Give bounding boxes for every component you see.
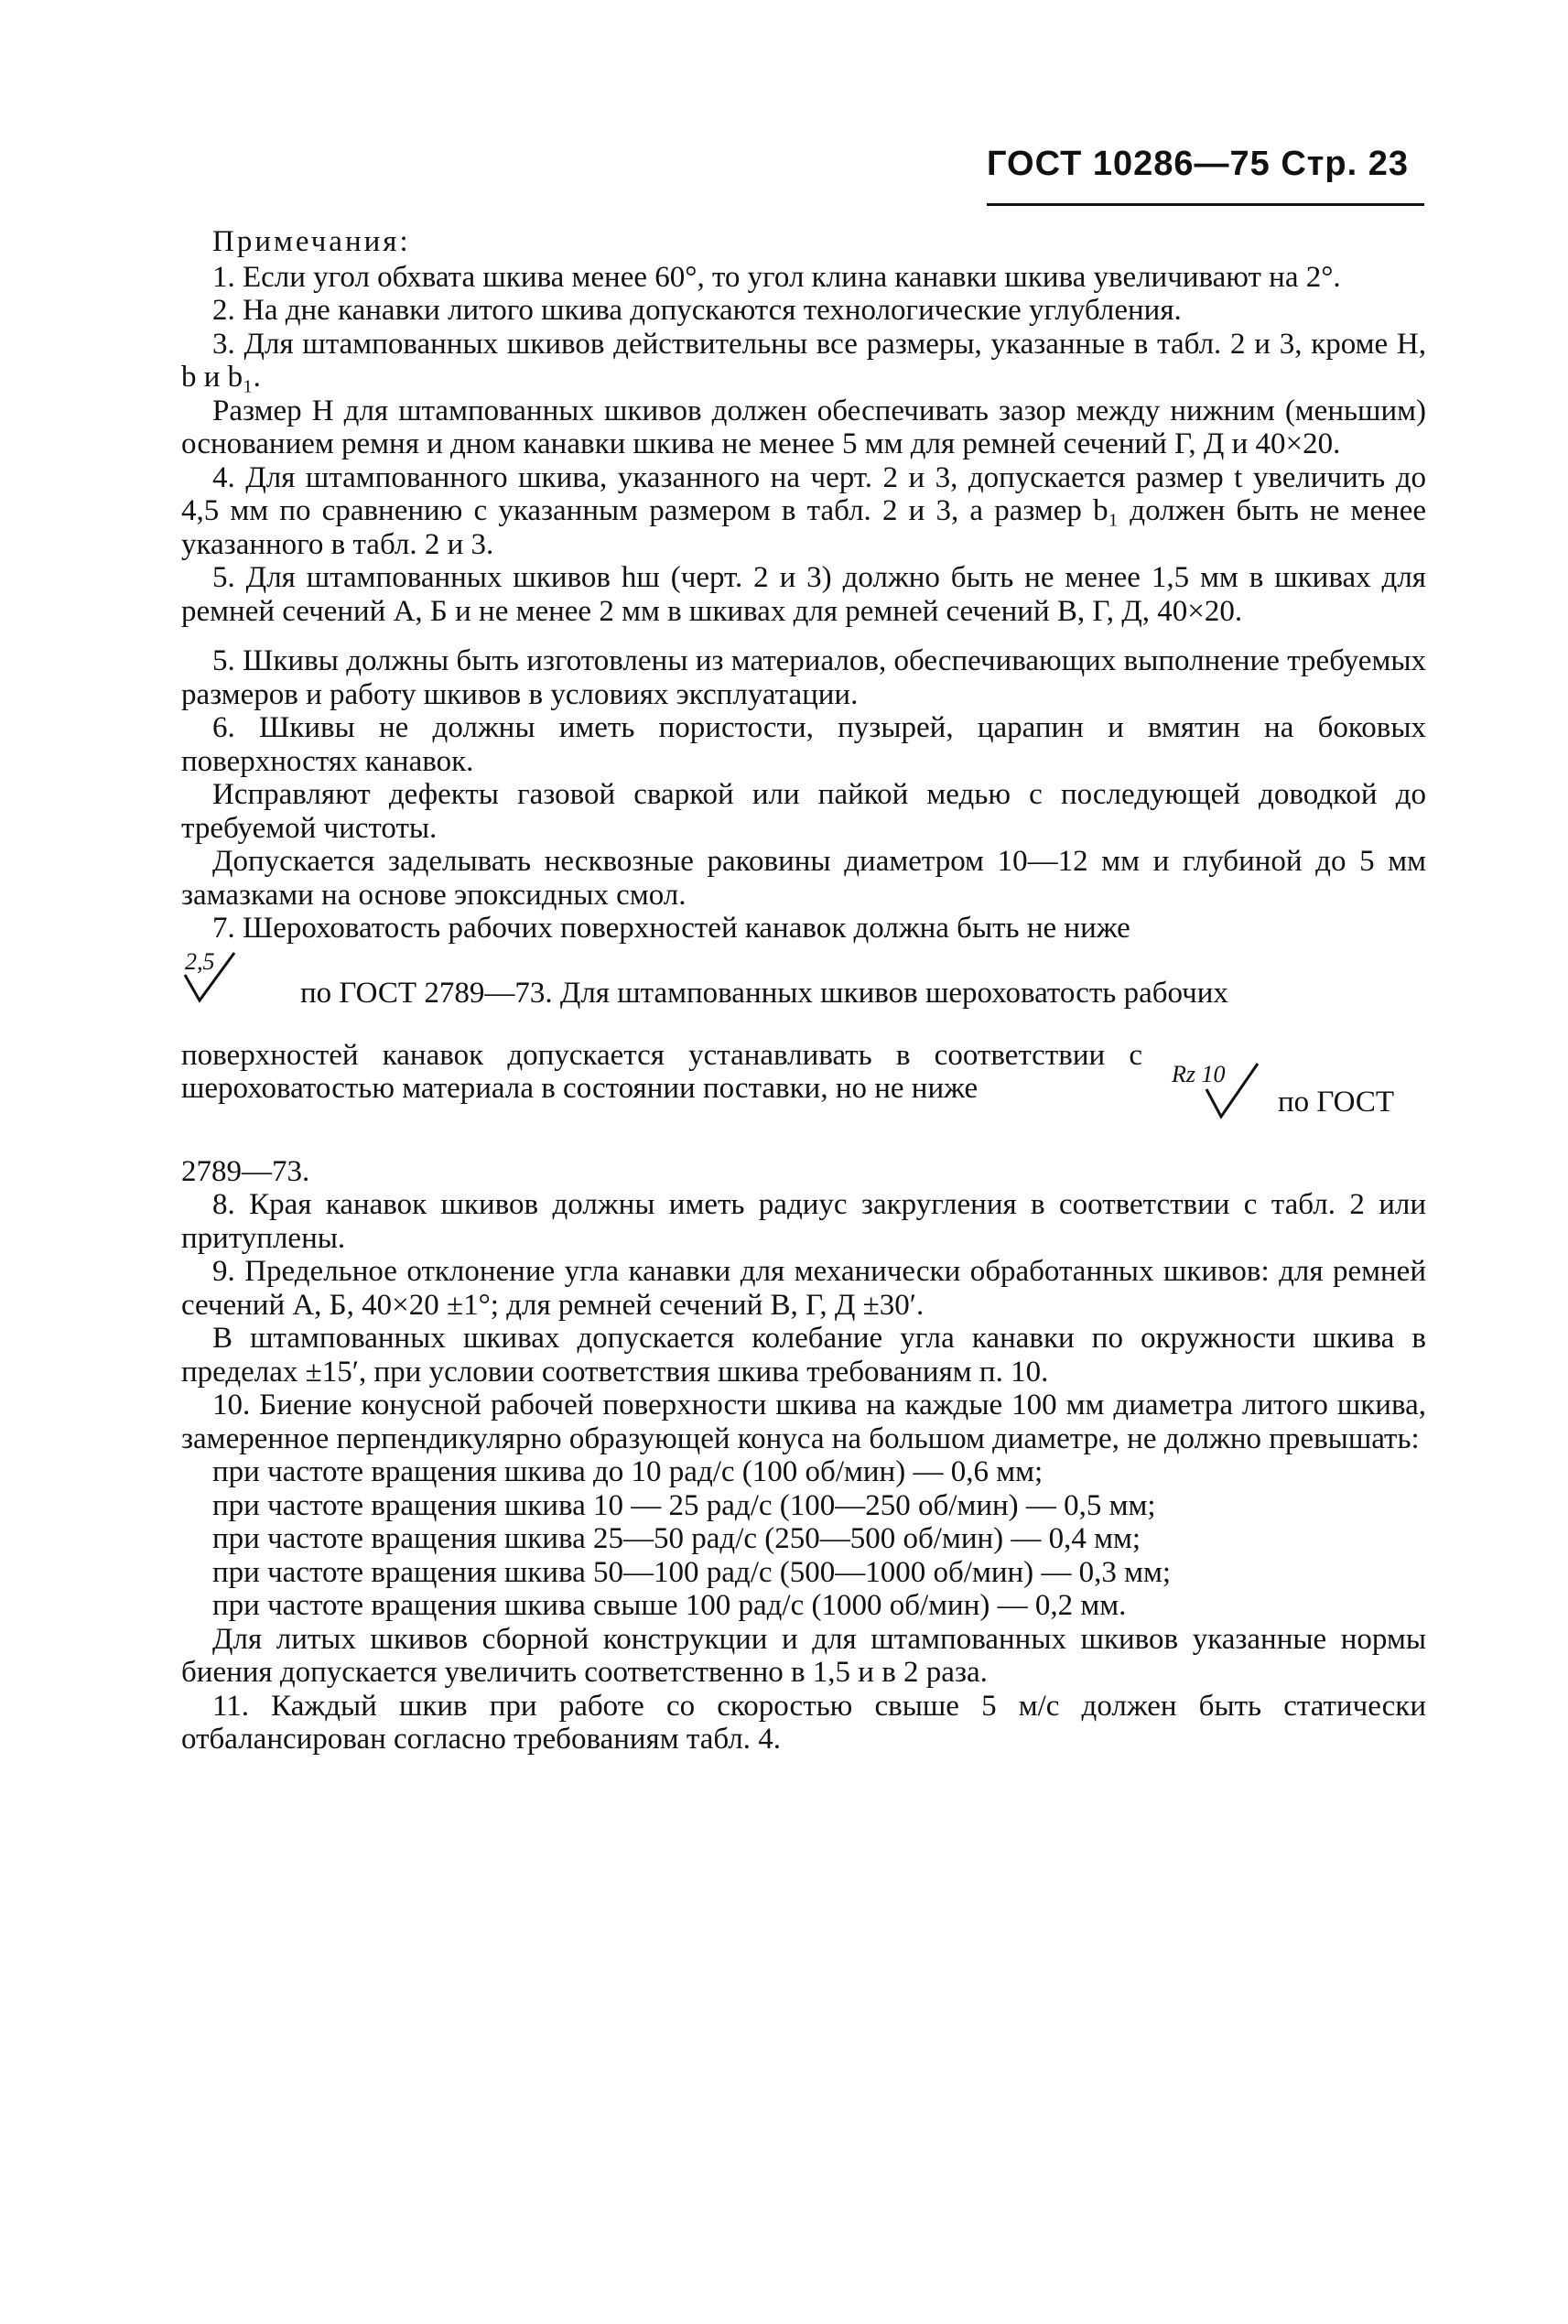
roughness-value-1: 2,5 [185, 947, 215, 975]
clause-9-stamped: В штампованных шкивах допускается колебание угла канавки по окружности шкива в пределах ±15′, при условии соответствия шкива требованиям п. 10. [181, 1322, 1426, 1389]
runout-item: при частоте вращения шкива 50—100 рад/с (500—1000 об/мин) — 0,3 мм; [212, 1555, 1172, 1589]
note-4: 4. Для штампованного шкива, указанного на черт. 2 и 3, допускается размер t увеличить до 4,5 мм по сравнению с указанным размером в табл. 2 и 3, а размер b₁ должен быть не менее указанного в табл. 2 и 3. [181, 460, 1426, 561]
note-3: 3. Для штампованных шкивов действительны все размеры, указанные в табл. 2 и 3, кроме H, b и b₁. [181, 327, 1426, 394]
note-5: 5. Для штампованных шкивов hш (черт. 2 и 3) должно быть не менее 1,5 мм в шкивах для ремней сечений А, Б и не менее 2 мм в шкивах для ремней сечений В, Г, Д, 40×20. [181, 561, 1426, 628]
clause-8: 8. Края канавок шкивов должны иметь радиус закругления в соответствии с табл. 2 или притуплены. [181, 1188, 1426, 1255]
runout-item: при частоте вращения шкива свыше 100 рад/с (1000 об/мин) — 0,2 мм. [212, 1589, 1127, 1622]
runout-item: при частоте вращения шкива 25—50 рад/с (250—500 об/мин) — 0,4 мм; [212, 1522, 1141, 1555]
roughness-line-2 [181, 1058, 1426, 1122]
clause-7-line-2: по ГОСТ 2789—73. Для штампованных шкивов шероховатость рабочих [300, 976, 1228, 1010]
roughness-symbol-2-5 [181, 947, 254, 1006]
note-3-continued: Размер H для штампованных шкивов должен обеспечивать зазор между нижним (меньшим) основанием ремня и дном канавки шкива не менее 5 мм для ремней сечений Г, Д и 40×20. [181, 394, 1426, 460]
roughness-line-1 [181, 947, 1426, 1015]
clause-7-gost-ref: по ГОСТ [1278, 1085, 1395, 1119]
note-1: 1. Если угол обхвата шкива менее 60°, то угол клина канавки шкива увеличивают на 2°. [212, 260, 1341, 294]
clause-11: 11. Каждый шкив при работе со скоростью свыше 5 м/с должен быть статически отбалансирован согласно требованиям табл. 4. [181, 1689, 1426, 1756]
clause-10-assembled: Для литых шкивов сборной конструкции и для штампованных шкивов указанные нормы биения допускается увеличить соответственно в 1,5 и в 2 раза. [181, 1622, 1426, 1689]
runout-item: при частоте вращения шкива до 10 рад/с (100 об/мин) — 0,6 мм; [212, 1455, 1044, 1488]
page-header: ГОСТ 10286—75 Стр. 23 [987, 145, 1410, 183]
clause-6: 6. Шкивы не должны иметь пористости, пузырей, царапин и вмятин на боковых поверхностях канавок. [181, 711, 1426, 778]
clause-6-repair: Исправляют дефекты газовой сваркой или пайкой медью с последующей доводкой до требуемой чистоты. [181, 778, 1426, 845]
clause-7-line-3: поверхностей канавок допускается устанавливать в соответствии с шероховатостью материала в состоянии поставки, но не ниже [181, 1038, 1142, 1105]
header-rule [987, 203, 1424, 206]
clause-5: 5. Шкивы должны быть изготовлены из материалов, обеспечивающих выполнение требуемых размеров и работу шкивов в условиях эксплуатации. [181, 644, 1426, 711]
notes-title: Примечания: [212, 225, 411, 258]
note-2: 2. На дне канавки литого шкива допускаются технологические углубления. [212, 294, 1182, 327]
document-body [181, 225, 1426, 1757]
clause-9: 9. Предельное отклонение угла канавки для механически обработанных шкивов: для ремней сечений А, Б, 40×20 ±1°; для ремней сечений В, Г, Д ±30′. [181, 1255, 1426, 1322]
clause-7: 7. Шероховатость рабочих поверхностей канавок должна быть не ниже [212, 912, 1130, 945]
clause-7-end: 2789—73. [181, 1154, 310, 1188]
clause-6-cavities: Допускается заделывать несквозные раковины диаметром 10—12 мм и глубиной до 5 мм замазками на основе эпоксидных смол. [181, 845, 1426, 912]
roughness-symbol-rz-10 [1170, 1051, 1271, 1124]
runout-list [181, 1455, 1426, 1623]
runout-item: при частоте вращения шкива 10 — 25 рад/с (100—250 об/мин) — 0,5 мм; [212, 1488, 1156, 1522]
clause-10: 10. Биение конусной рабочей поверхности шкива на каждые 100 мм диаметра литого шкива, замеренное перпендикулярно образующей конуса на большом диаметре, не должно превышать: [181, 1389, 1426, 1455]
roughness-value-2: Rz 10 [1172, 1060, 1226, 1087]
